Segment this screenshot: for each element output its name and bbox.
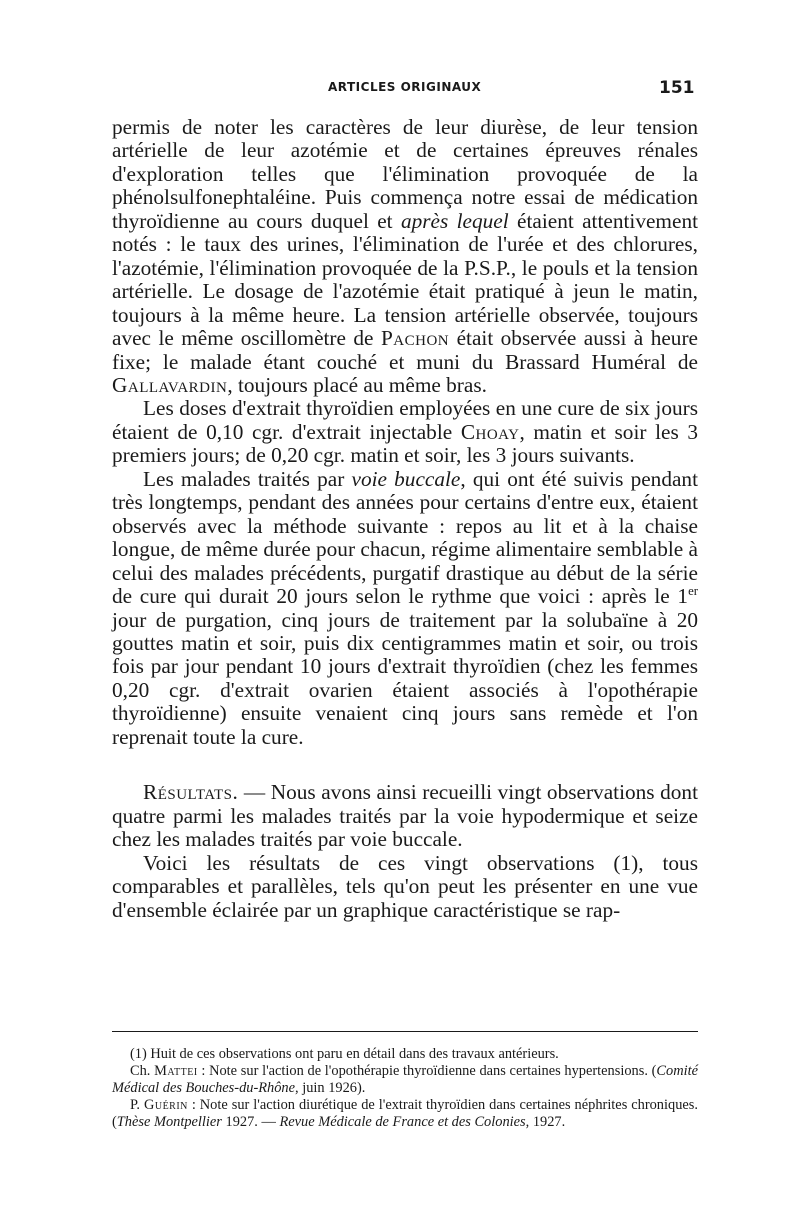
paragraph-methods: permis de noter les caractères de leur diurèse, de leur tension artérielle de leur azotémie et de certaines épreuves rénales d'exploration telles que l'élimination provoquée de la phénolsulfonephtaléine. Puis commença notre essai de médication thyroïdienne au cours duquel et après lequel étaient attentivement notés : le taux des urines, l'élimination de l'urée et des chlorures, l'azotémie, l'élimination provoquée de la P.S.P., le pouls et la tension artérielle. Le dosage de l'azotémie était pratiqué à jeun le matin, toujours à la même heure. La tension artérielle observée, toujours avec le même oscillomètre de Pachon était observée aussi à heure fixe; le malade étant couché et muni du Brassard Huméral de Gallavardin, toujours placé au même bras. [112,115,699,397]
footnote-rule [112,1031,698,1032]
emphasis: voie buccale [351,466,461,491]
page-number: 151 [659,78,695,98]
brand-name: Choay [460,419,520,444]
paragraph-results: Résultats. — Nous avons ainsi recueilli vingt observations dont quatre parmi les malades traités par la voie hypodermique et seize chez les malades traités par voie buccale. [112,780,698,852]
paragraph-results-continued: Voici les résultats de ces vingt observations (1), tous comparables et parallèles, tels qu'on peut les présenter en une vue d'ensemble éclairée par un graphique caractéristique se rap- [112,850,698,922]
author-name: Pachon [380,326,450,351]
running-header [0,78,800,100]
footnotes [112,1046,698,1131]
footnote-1: (1) Huit de ces observations ont paru en détail dans des travaux antérieurs. [130,1046,559,1062]
footnote-reference-mattei: Ch. Mattei : Note sur l'action de l'opothérapie thyroïdienne dans certaines hypertensions. (Comité Médical des Bouches-du-Rhône, juin 1926). [112,1063,698,1096]
section-gap [112,749,698,781]
section-heading: Résultats. [143,780,239,805]
paragraph-oral-route: Les malades traités par voie buccale, qui ont été suivis pendant très longtemps, pendant des années pour certains d'entre eux, étaient observés avec la méthode suivante : repos au lit et à la chaise longue, de même durée pour chacun, régime alimentaire semblable à celui des malades précédents, purgatif drastique au début de la série de cure qui durait 20 jours selon le rythme que voici : après le 1er jour de purgation, cinq jours de traitement par la solubaïne à 20 gouttes matin et soir, puis dix centigrammes matin et soir, ou trois fois par jour pendant 10 jours d'extrait thyroïdien (chez les femmes 0,20 cgr. d'extrait ovarien étaient associés à l'opothérapie thyroïdienne) ensuite venaient cinq jours sans remède et l'on reprenait toute la cure. [112,466,699,749]
emphasis: après lequel [400,208,509,233]
running-title: ARTICLES ORIGINAUX [328,80,482,94]
footnote-reference-guerin: P. Guérin : Note sur l'action diurétique de l'extrait thyroïdien dans certaines néphrites chroniques. (Thèse Montpellier 1927. — Revue Médicale de France et des Colonies, 1927. [112,1097,698,1130]
paragraph-doses: Les doses d'extrait thyroïdien employées en une cure de six jours étaient de 0,10 cgr. d'extrait injectable Choay, matin et soir les 3 premiers jours; de 0,20 cgr. matin et soir, les 3 jours suivants. [112,396,698,468]
article-body [112,116,698,922]
author-name: Gallavardin [112,372,228,397]
